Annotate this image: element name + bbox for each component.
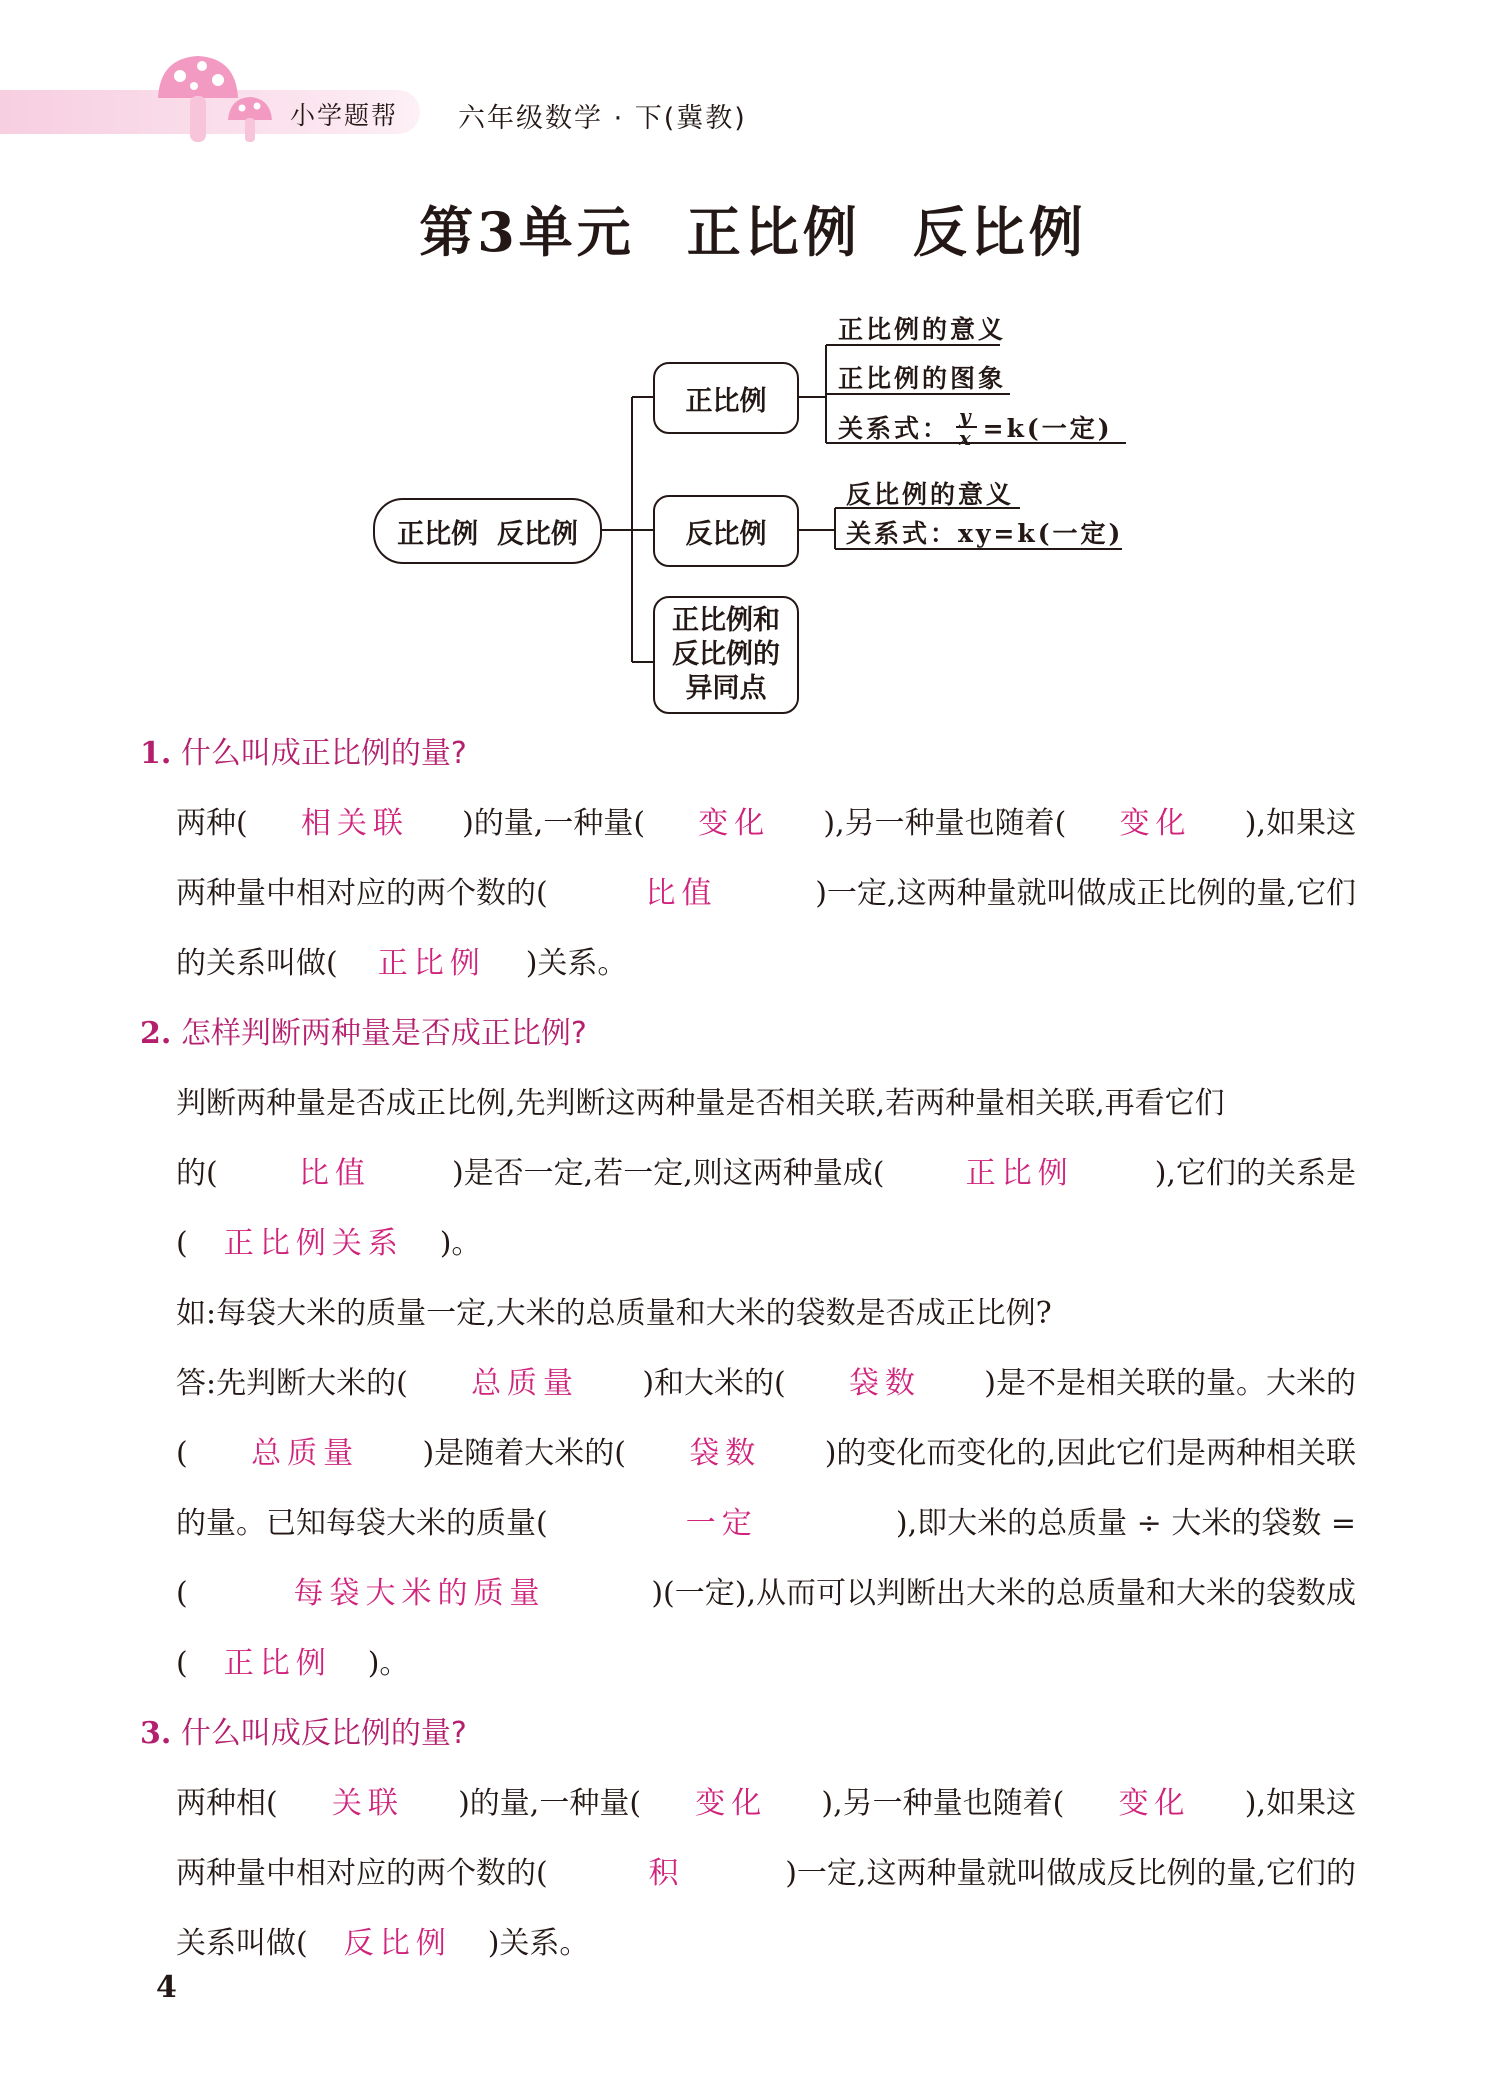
- q1-line-1: 两种( 相关联 )的量,一种量( 变化 ),另一种量也随着( 变化 ),如果这: [176, 798, 1356, 842]
- answer-fill: 袋数: [848, 1366, 921, 1401]
- answer-fill: 比值: [298, 1156, 371, 1191]
- answer-fill: 袋数: [689, 1436, 762, 1471]
- answer-fill: 关联: [331, 1786, 404, 1821]
- answer-fill: 正比例: [965, 1156, 1074, 1191]
- answer-fill: 总质量: [251, 1436, 360, 1471]
- answer-fill: 每袋大米的质量: [293, 1576, 546, 1611]
- page-number: 4: [156, 1970, 177, 2005]
- book-title: 六年级数学 · 下(冀教): [458, 103, 747, 134]
- answer-fill: 积: [648, 1856, 685, 1891]
- answer-fill: 正比例: [223, 1646, 332, 1681]
- question-1-title: 1. 什么叫成正比例的量?: [140, 736, 467, 771]
- formula-fraction: $\frac{y}{x}$: [956, 406, 977, 448]
- answer-fill: 一定: [685, 1506, 758, 1541]
- q3-line-1: 两种相( 关联 )的量,一种量( 变化 ),另一种量也随着( 变化 ),如果这: [176, 1778, 1356, 1822]
- answer-fill: 相关联: [300, 806, 409, 841]
- answer-fill: 总质量: [471, 1366, 580, 1401]
- answer-fill: 正比例: [377, 946, 486, 981]
- q3-line-2: 两种量中相对应的两个数的( 积 )一定,这两种量就叫做成反比例的量,它们的: [176, 1848, 1356, 1892]
- mindmap-leaf-zheng-formula: 关系式： $\frac{y}{x}$ =k(一定): [838, 404, 1113, 450]
- q2-line-9: ( 正比例 )。: [176, 1638, 1356, 1682]
- answer-fill: 变化: [1119, 806, 1192, 841]
- answer-fill: 比值: [645, 876, 718, 911]
- mindmap-node-compare: 正比例和 反比例的 异同点: [653, 596, 799, 714]
- q2-line-4: 如:每袋大米的质量一定,大米的总质量和大米的袋数是否成正比例?: [176, 1296, 1052, 1331]
- mindmap-leaf-zheng-graph: 正比例的图象: [838, 364, 1007, 393]
- mindmap-root: 正比例 反比例: [373, 498, 602, 564]
- question-2-title: 2. 怎样判断两种量是否成正比例?: [140, 1016, 587, 1051]
- brand-name: 小学题帮: [290, 101, 399, 130]
- q2-line-8: ( 每袋大米的质量 )(一定),从而可以判断出大米的总质量和大米的袋数成: [176, 1568, 1356, 1612]
- question-3-title: 3. 什么叫成反比例的量?: [140, 1716, 467, 1751]
- answer-fill: 变化: [698, 806, 771, 841]
- q2-line-1: 判断两种量是否成正比例,先判断这两种量是否相关联,若两种量相关联,再看它们: [176, 1086, 1225, 1121]
- q3-line-3: 关系叫做( 反比例 )关系。: [176, 1918, 1356, 1962]
- q2-line-6: ( 总质量 )是随着大米的( 袋数 )的变化而变化的,因此它们是两种相关联: [176, 1428, 1356, 1472]
- mindmap-node-zheng: 正比例: [653, 362, 799, 434]
- mindmap-leaf-zheng-meaning: 正比例的意义: [838, 315, 1007, 344]
- q2-line-2: 的( 比值 )是否一定,若一定,则这两种量成( 正比例 ),它们的关系是: [176, 1148, 1356, 1192]
- q2-line-3: ( 正比例关系 )。: [176, 1218, 1356, 1262]
- q2-line-5: 答:先判断大米的( 总质量 )和大米的( 袋数 )是不是相关联的量。大米的: [176, 1358, 1356, 1402]
- q2-line-7: 的量。已知每袋大米的质量( 一定 ),即大米的总质量 ÷ 大米的袋数 =: [176, 1498, 1356, 1542]
- unit-topic-1: 正比例: [686, 200, 861, 264]
- mindmap-leaf-fan-formula: 关系式：xy=k(一定): [846, 519, 1124, 548]
- answer-fill: 变化: [695, 1786, 768, 1821]
- mindmap-leaf-fan-meaning: 反比例的意义: [846, 480, 1015, 509]
- unit-number: 第3单元: [419, 200, 635, 264]
- mindmap-node-fan: 反比例: [653, 495, 799, 567]
- answer-fill: 反比例: [343, 1926, 452, 1961]
- unit-topic-2: 反比例: [912, 200, 1087, 264]
- q1-line-3: 的关系叫做( 正比例 )关系。: [176, 938, 1356, 982]
- answer-fill: 变化: [1118, 1786, 1191, 1821]
- q1-line-2: 两种量中相对应的两个数的( 比值 )一定,这两种量就叫做成正比例的量,它们: [176, 868, 1356, 912]
- answer-fill: 正比例关系: [223, 1226, 404, 1261]
